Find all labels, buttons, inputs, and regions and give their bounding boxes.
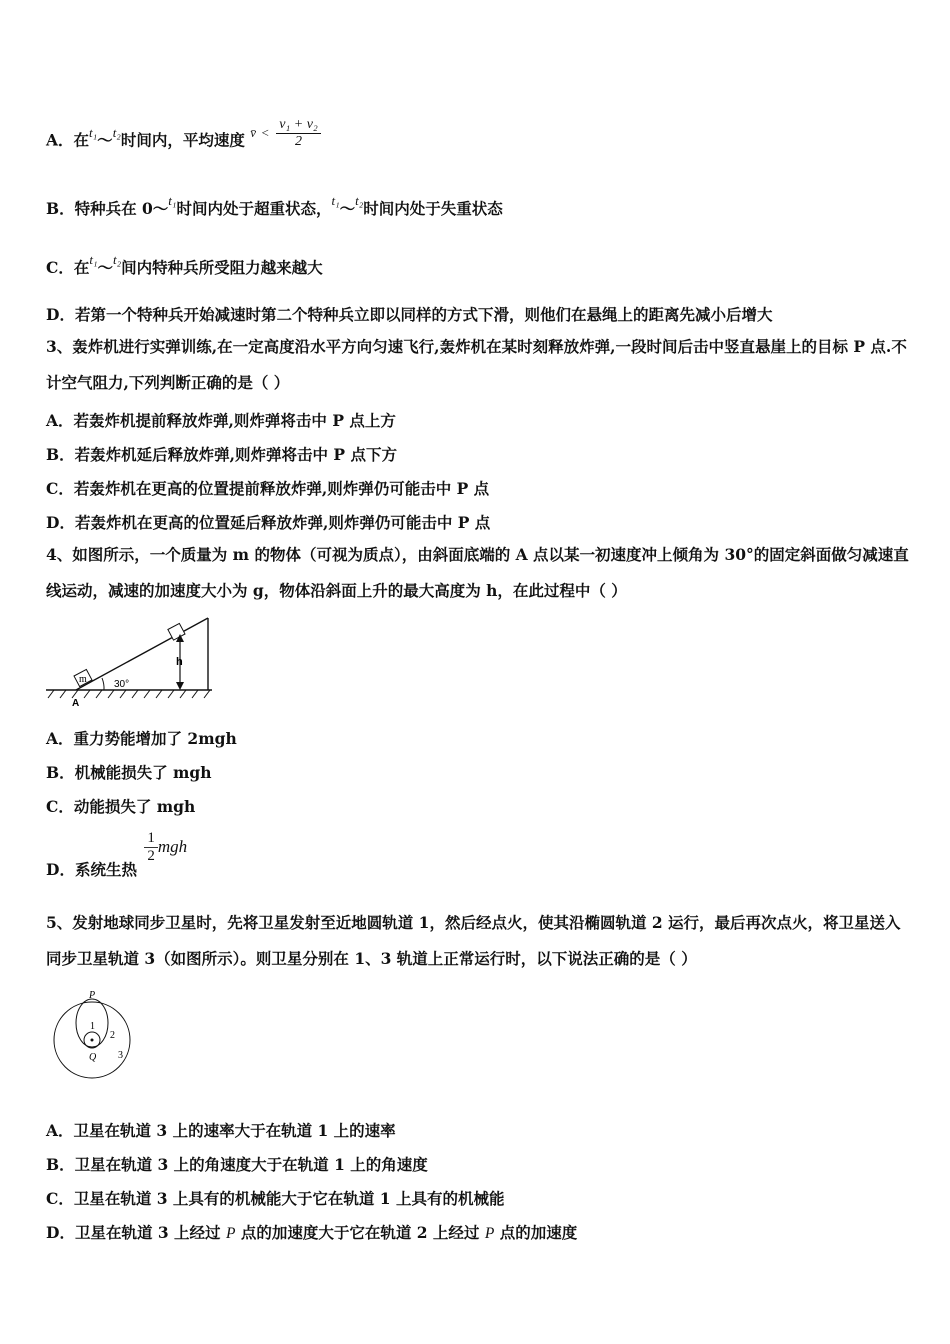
q2-c-t2: t₂ [113,252,122,267]
q2-b-prefix: B．特种兵在 0～ [46,199,169,218]
incline-point-label: A [72,698,80,709]
incline-angle-label: 30° [114,679,130,690]
q3-stem: 3、轰炸机进行实弹训练,在一定高度沿水平方向匀速飞行,轰炸机在某时刻释放炸弹,一段时间后击中竖直悬崖上的目标 P 点.不计空气阻力,下列判断正确的是（ ） [46,337,907,392]
q5-option-d [46,1221,577,1243]
q5-d-p2: P [484,1225,495,1242]
q2-b-mid: 时间内处于超重状态， [176,199,332,218]
q2-a-tilde: ～ [97,130,113,150]
q4-d-numerator: 1 [144,830,158,848]
q2-option-d: D．若第一个特种兵开始减速时第二个特种兵立即以同样的方式下滑，则他们在悬绳上的距离先减小后增大 [46,305,773,324]
q4-d-fraction [144,830,158,865]
q2-a-numerator: v₁ + v₂ [276,117,321,134]
q5-d-p1: P [225,1225,236,1242]
q2-b-t2: t₂ [355,193,364,208]
q4-option-b: B．机械能损失了 mgh [46,763,212,782]
q3-option-a: A．若轰炸机提前释放炸弹,则炸弹将击中 P 点上方 [46,411,396,430]
orbit-2-label: 2 [110,1030,115,1041]
q2-a-t2: t₂ [112,124,121,140]
q4-d-denominator: 2 [147,848,155,864]
q5-option-a: A．卫星在轨道 3 上的速率大于在轨道 1 上的速率 [46,1121,396,1140]
q3-option-b: B．若轰炸机延后释放炸弹,则炸弹将击中 P 点下方 [46,445,397,464]
q3-option-c: C．若轰炸机在更高的位置提前释放炸弹,则炸弹仍可能击中 P 点 [46,479,490,498]
q2-c-tilde: ～ [97,258,113,277]
orbit-diagram [50,988,134,1084]
q2-b-t1b: t₁ [331,193,340,208]
orbit-p-label: P [89,990,96,1001]
q2-c-t1: t₁ [89,252,98,267]
q2-a-denominator: 2 [294,134,302,149]
incline-diagram [46,612,216,710]
q2-a-vbar: v̄ [250,124,257,140]
q5-option-c: C．卫星在轨道 3 上具有的机械能大于它在轨道 1 上具有的机械能 [46,1189,505,1208]
q2-a-t1: t₁ [89,124,98,140]
q4-stem: 4、如图所示，一个质量为 m 的物体（可视为质点），由斜面底端的 A 点以某一初速度冲上倾角为 30°的固定斜面做匀减速直线运动，减速的加速度大小为 g，物体沿斜面上升的最大高度为 h，在此过程中（ ） [46,545,909,600]
incline-height-label: h [176,656,183,668]
q4-d-prefix: D．系统生热 [46,859,137,879]
q4-d-expression: mgh [157,836,188,856]
q4-option-c: C．动能损失了 mgh [46,797,196,816]
q5-d-post: 点的加速度 [499,1223,578,1242]
q2-option-b [46,193,503,219]
q2-option-a [46,117,321,158]
orbit-1-label: 1 [90,1021,95,1032]
q5-d-prefix: D．卫星在轨道 3 上经过 [46,1223,221,1242]
q2-a-fraction [276,117,321,150]
orbit-3-label: 3 [118,1050,123,1061]
q2-b-t1: t₁ [168,193,177,208]
q2-a-lt: < [261,124,269,140]
q2-c-prefix: C．在 [46,258,90,277]
q4-option-d [46,830,188,879]
orbit-q-label: Q [89,1052,97,1063]
q2-option-c [46,252,323,278]
q5-stem: 5、发射地球同步卫星时，先将卫星发射至近地圆轨道 1，然后经点火，使其沿椭圆轨道 2 运行，最后再次点火，将卫星送入同步卫星轨道 3（如图所示）。则卫星分别在 1、3 轨道上正常运行时，以下说法正确的是（ ） [46,913,901,968]
q2-c-text: 间内特种兵所受阻力越来越大 [121,258,323,277]
q3-option-d: D．若轰炸机在更高的位置延后释放炸弹,则炸弹仍可能击中 P 点 [46,513,491,532]
q4-option-a: A．重力势能增加了 2mgh [46,729,237,748]
q2-a-prefix: A．在 [46,130,90,150]
q2-a-text: 时间内，平均速度 [120,130,245,150]
q2-b-text: 时间内处于失重状态 [363,199,503,218]
q5-d-mid: 点的加速度大于它在轨道 2 上经过 [240,1223,480,1242]
q2-b-tilde: ～ [339,199,356,218]
incline-mass-label: m [79,674,87,685]
q5-option-b: B．卫星在轨道 3 上的角速度大于在轨道 1 上的角速度 [46,1155,428,1174]
